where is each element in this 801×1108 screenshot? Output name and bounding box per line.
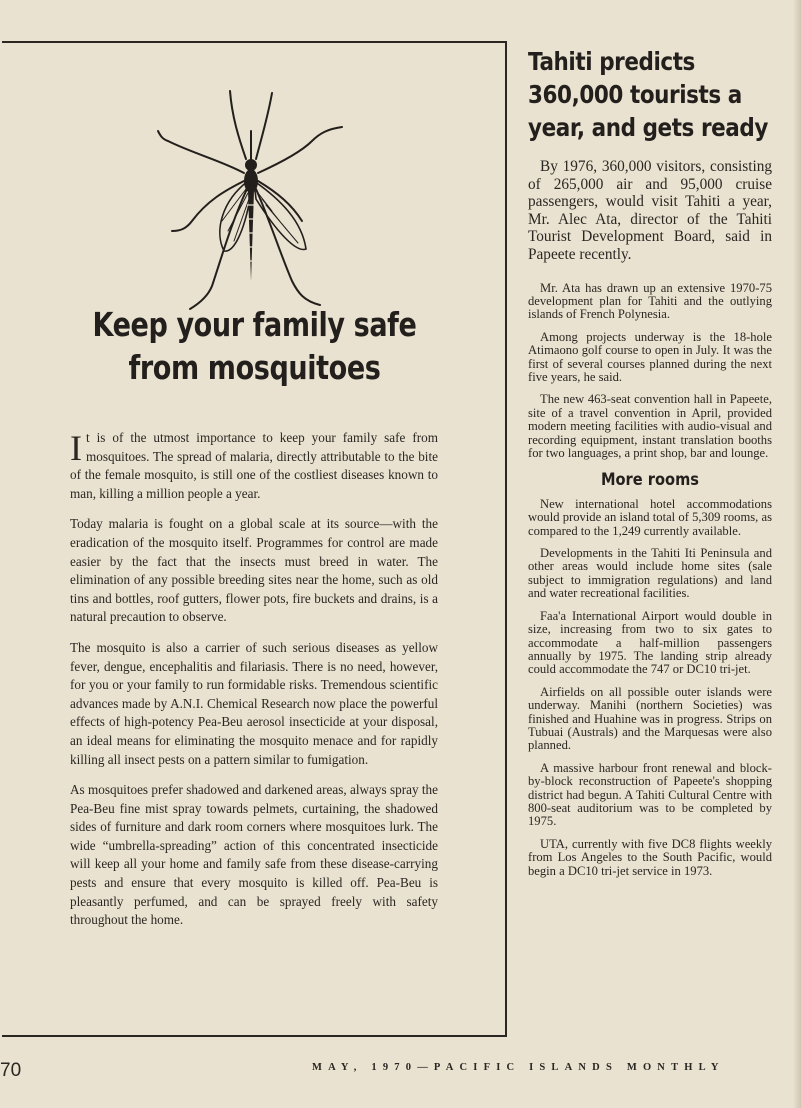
- article-paragraph: Mr. Ata has drawn up an extensive 1970-75 development plan for Tahiti and the outlying islands of French Polynesia.: [528, 280, 772, 322]
- article-headline-line: Tahiti predicts: [528, 47, 695, 76]
- drop-cap: I: [70, 428, 82, 468]
- article-paragraph: The new 463-seat convention hall in Papeete, site of a travel convention in April, provided modern meeting facilities with audio-visual and recording equipment, instant translation booths for two languages, a print shop, bar and lounge.: [528, 392, 772, 461]
- article-headline-line: year, and gets ready: [528, 113, 768, 142]
- article-body: [528, 282, 772, 878]
- ad-paragraph: As mosquitoes prefer shadowed and darkened areas, always spray the Pea-Beu fine mist spray towards pelmets, curtaining, the shadowed sides of furniture and dark room corners where mosquitoes lurk. The wide “umbrella-spreading” action of this concentrated insecticide will keep all your home and family safe from these disease-carrying pests and ensure that every mosquito is killed off. Pea-Beu is pleasantly perfumed, and can be sprayed freely with safety throughout the home.: [70, 782, 438, 928]
- article-paragraph: A massive harbour front renewal and block-by-block reconstruction of Papeete's shopping district had begun. A Tahiti Cultural Centre with 800-seat auditorium was to be completed by 1975.: [528, 760, 772, 829]
- ad-paragraph-text: t is of the utmost importance to keep your family safe from mosquitoes. The spread of malaria, directly attributable to the bite of the female mosquito, is still one of the costliest diseases known to man, killing a million people a year.: [70, 430, 438, 501]
- ad-paragraph: [70, 429, 438, 503]
- article-headline: [528, 45, 773, 144]
- scan-edge: [793, 0, 801, 1108]
- ad-paragraph: Today malaria is fought on a global scale at its source—with the eradication of the mosquito itself. Programmes for control are made easier by the fact that the insects must breed in water. The elimination of any possible breeding sites near the home, such as old tins and bottles, roof gutters, flower pots, fire buckets and drains, is a natural precaution to observe.: [70, 516, 438, 625]
- ad-headline-line: Keep your family safe: [92, 305, 417, 344]
- article-paragraph: Developments in the Tahiti Iti Peninsula and other areas would include home sites (sale subject to immigration regulations) and land and water recreational facilities.: [528, 546, 772, 601]
- article-subhead: More rooms: [600, 470, 700, 491]
- ad-headline: [47, 303, 461, 389]
- ad-paragraph: The mosquito is also a carrier of such serious diseases as yellow fever, dengue, encephalitis and filariasis. There is no need, however, for you or your family to run formidable risks. Tremendous scientific advances made by A.N.I. Chemical Research now place the powerful effects of high-potency Pea-Beu aerosol insecticide at your disposal, an ideal means for eliminating the mosquito menace and for rapidly killing all insect pests on a pattern similar to fumigation.: [70, 639, 438, 767]
- tahiti-article: [528, 45, 772, 887]
- article-paragraph: Faa'a International Airport would double in size, increasing from two to six gates to accommodate a half-million passengers annually by 1975. The landing strip already could accommodate the 747 or DC10 tri-jet.: [528, 608, 772, 677]
- article-paragraph: UTA, currently with five DC8 flights weekly from Los Angeles to the South Pacific, would begin a DC10 tri-jet service in 1973.: [528, 836, 772, 878]
- article-paragraph: Among projects underway is the 18-hole Atimaono golf course to open in July. It was the first of several courses planned during the next five years, he said.: [528, 329, 772, 384]
- article-headline-line: 360,000 tourists a: [528, 80, 742, 109]
- article-paragraph: New international hotel accommodations would provide an island total of 5,309 rooms, as compared to the 1,249 currently available.: [528, 496, 772, 538]
- ad-headline-line: from mosquitoes: [128, 348, 381, 387]
- page-number: 70: [0, 1060, 22, 1081]
- mosquito-advertisement: [2, 41, 507, 1037]
- running-footer: MAY, 1970—PACIFIC ISLANDS MONTHLY: [312, 1062, 725, 1073]
- article-paragraph: Airfields on all possible outer islands were underway. Manihi (northern Societies) was finished and Huahine was in progress. Strips on Tubuai (Australs) and the Marquesas were also planned.: [528, 684, 772, 753]
- ad-body: [70, 429, 438, 942]
- mosquito-icon: [152, 81, 352, 321]
- article-lead: By 1976, 360,000 visitors, consisting of 265,000 air and 95,000 cruise passengers, would visit Tahiti a year, Mr. Alec Ata, director of the Tahiti Tourist Development Board, said in Papeete recently.: [528, 158, 772, 263]
